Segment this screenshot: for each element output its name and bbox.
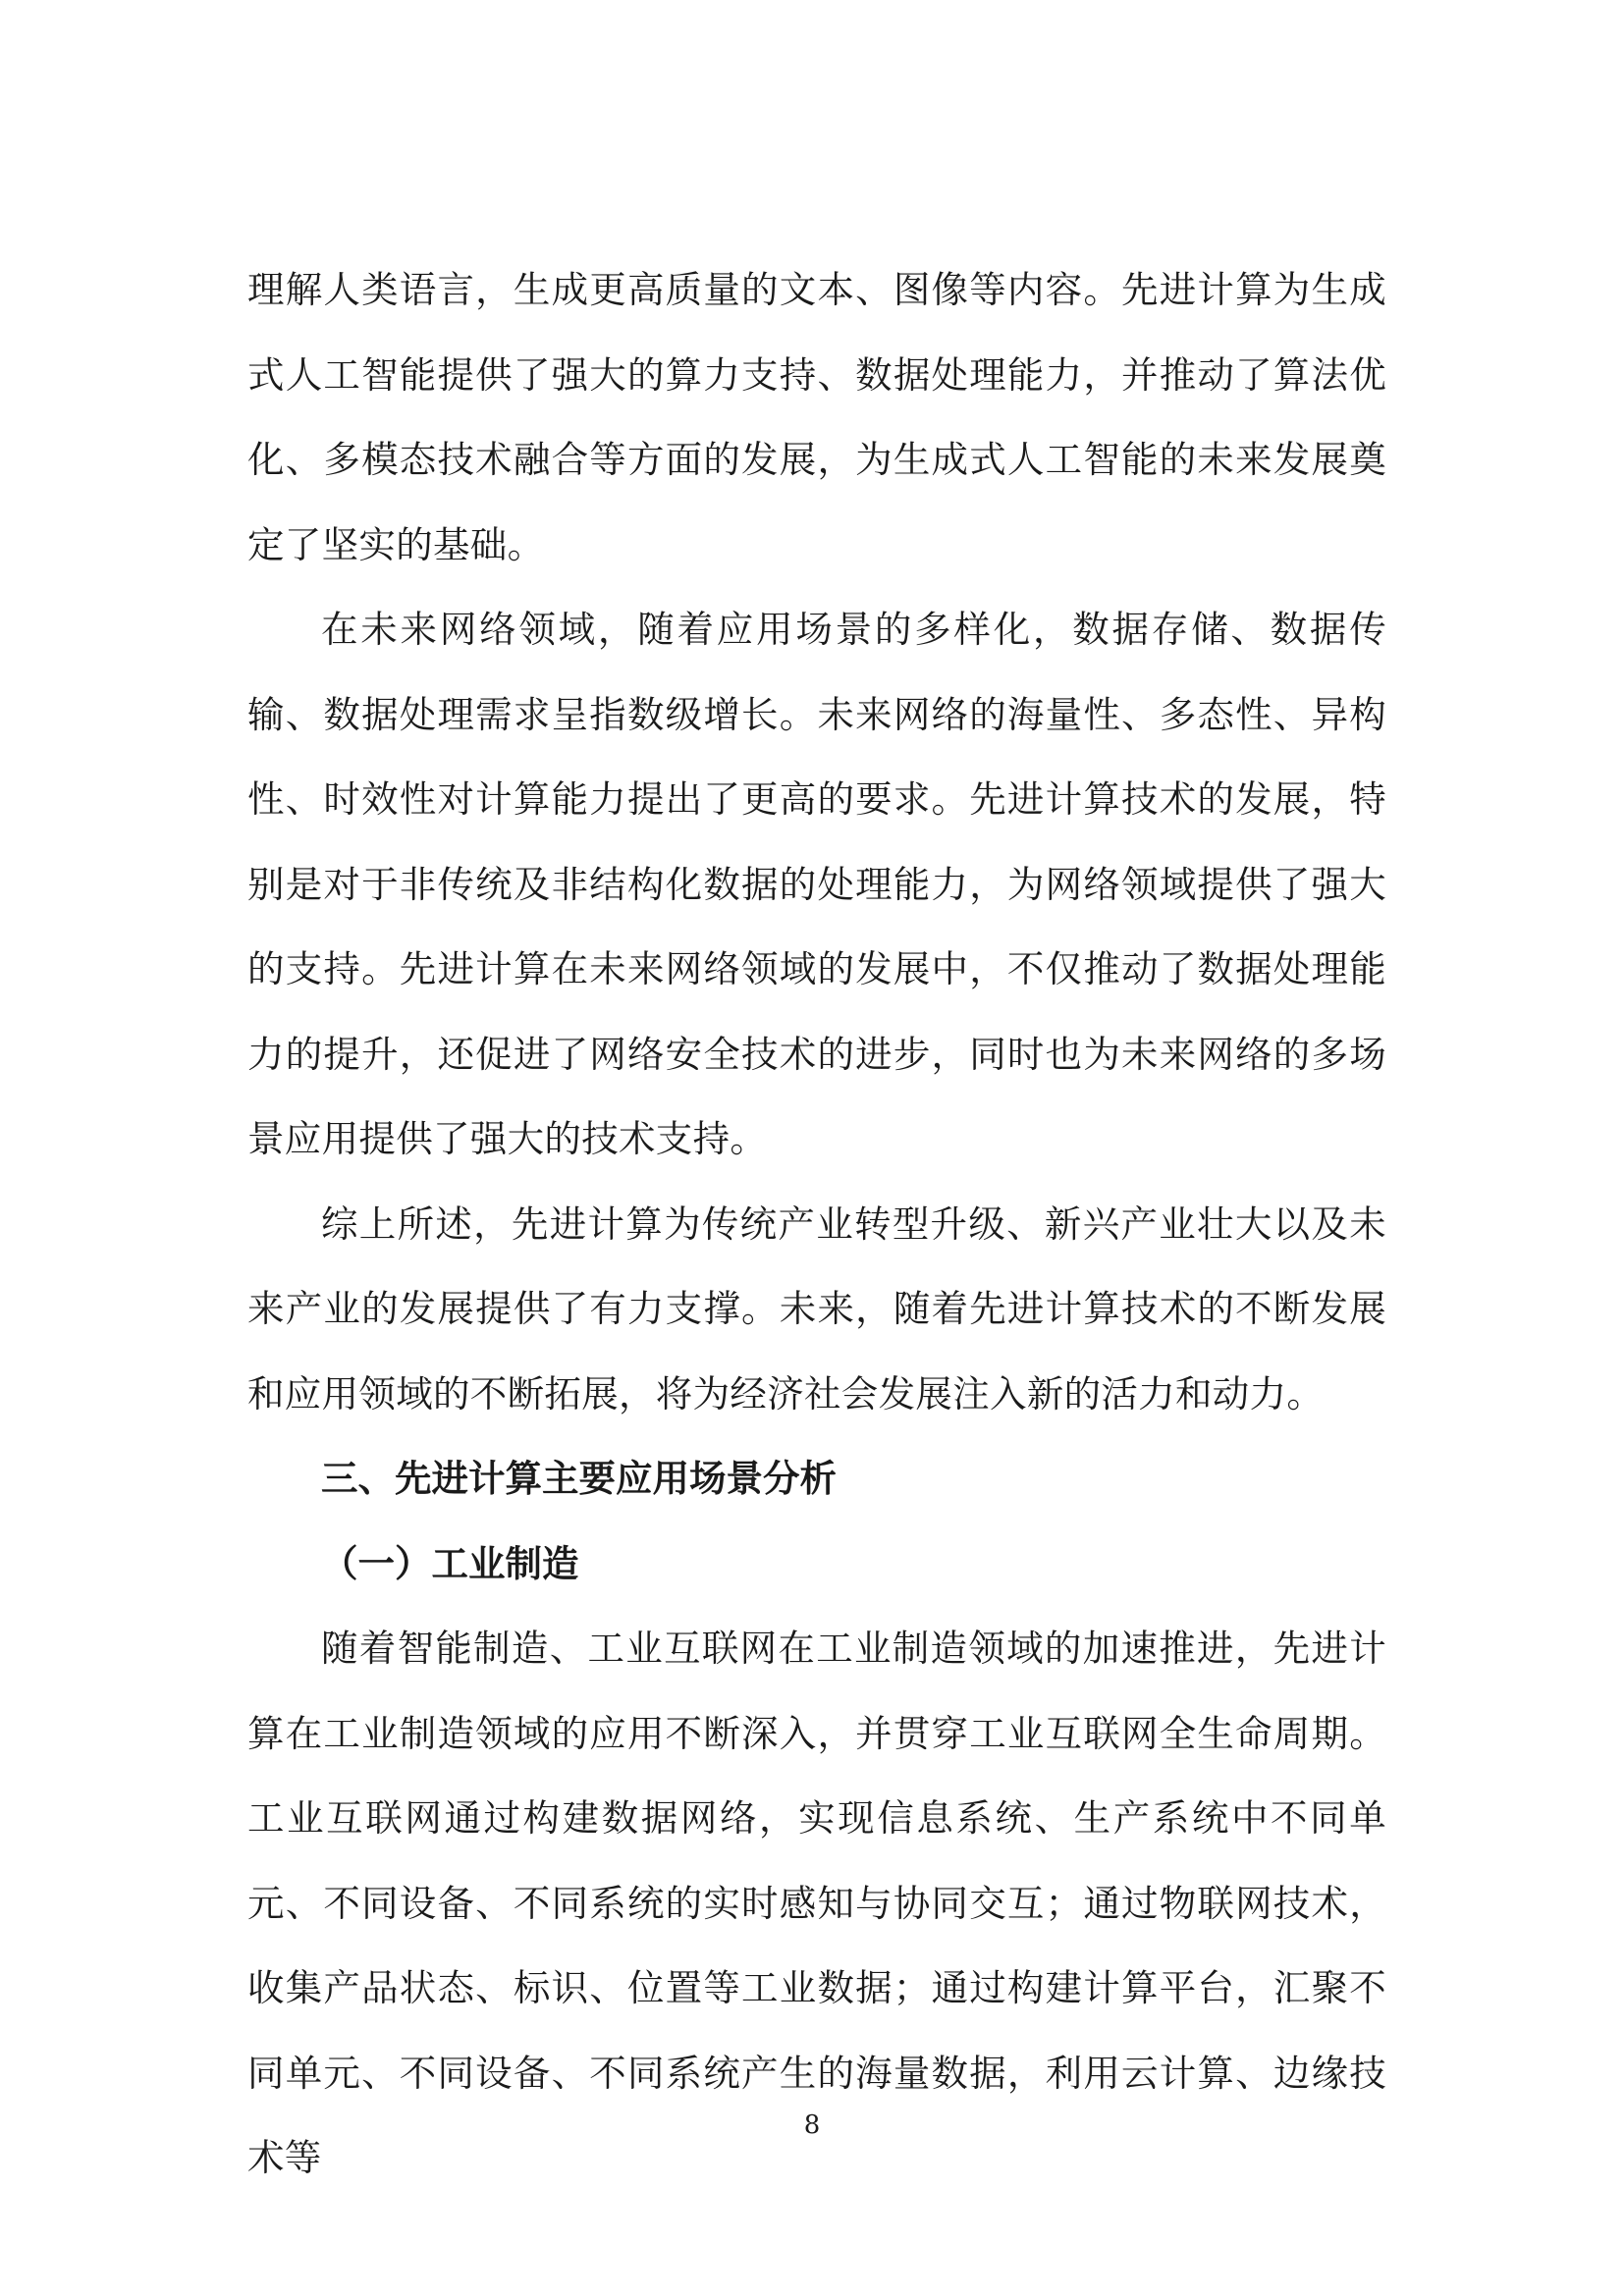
paragraph-summary: 综上所述，先进计算为传统产业转型升级、新兴产业壮大以及未来产业的发展提供了有力支撑。未来，随着先进计算技术的不断发展和应用领域的不断拓展，将为经济社会发展注入新的活力和动力。 <box>247 1201 1386 1415</box>
paragraph-future-network: 在未来网络领域，随着应用场景的多样化，数据存储、数据传输、数据处理需求呈指数级增长。未来网络的海量性、多态性、异构性、时效性对计算能力提出了更高的要求。先进计算技术的发展，特别是对于非传统及非结构化数据的处理能力，为网络领域提供了强大的支持。先进计算在未来网络领域的发展中，不仅推动了数据处理能力的提升，还促进了网络安全技术的进步，同时也为未来网络的多场景应用提供了强大的技术支持。 <box>247 608 1386 1160</box>
paragraph-continuation: 理解人类语言，生成更高质量的文本、图像等内容。先进计算为生成式人工智能提供了强大的算力支持、数据处理能力，并推动了算法优化、多模态技术融合等方面的发展，为生成式人工智能的未来发展奠定了坚实的基础。 <box>247 268 1386 566</box>
paragraph-industrial-manufacturing: 随着智能制造、工业互联网在工业制造领域的加速推进，先进计算在工业制造领域的应用不断深入，并贯穿工业互联网全生命周期。工业互联网通过构建数据网络，实现信息系统、生产系统中不同单元、不同设备、不同系统的实时感知与协同交互；通过物联网技术，收集产品状态、标识、位置等工业数据；通过构建计算平台，汇聚不同单元、不同设备、不同系统产生的海量数据，利用云计算、边缘技术等 <box>247 1627 1386 2179</box>
page-content <box>247 247 1386 2201</box>
page-number: 8 <box>803 2110 821 2140</box>
subsection-heading: （一）工业制造 <box>321 1541 579 1585</box>
section-heading: 三、先进计算主要应用场景分析 <box>321 1457 837 1500</box>
